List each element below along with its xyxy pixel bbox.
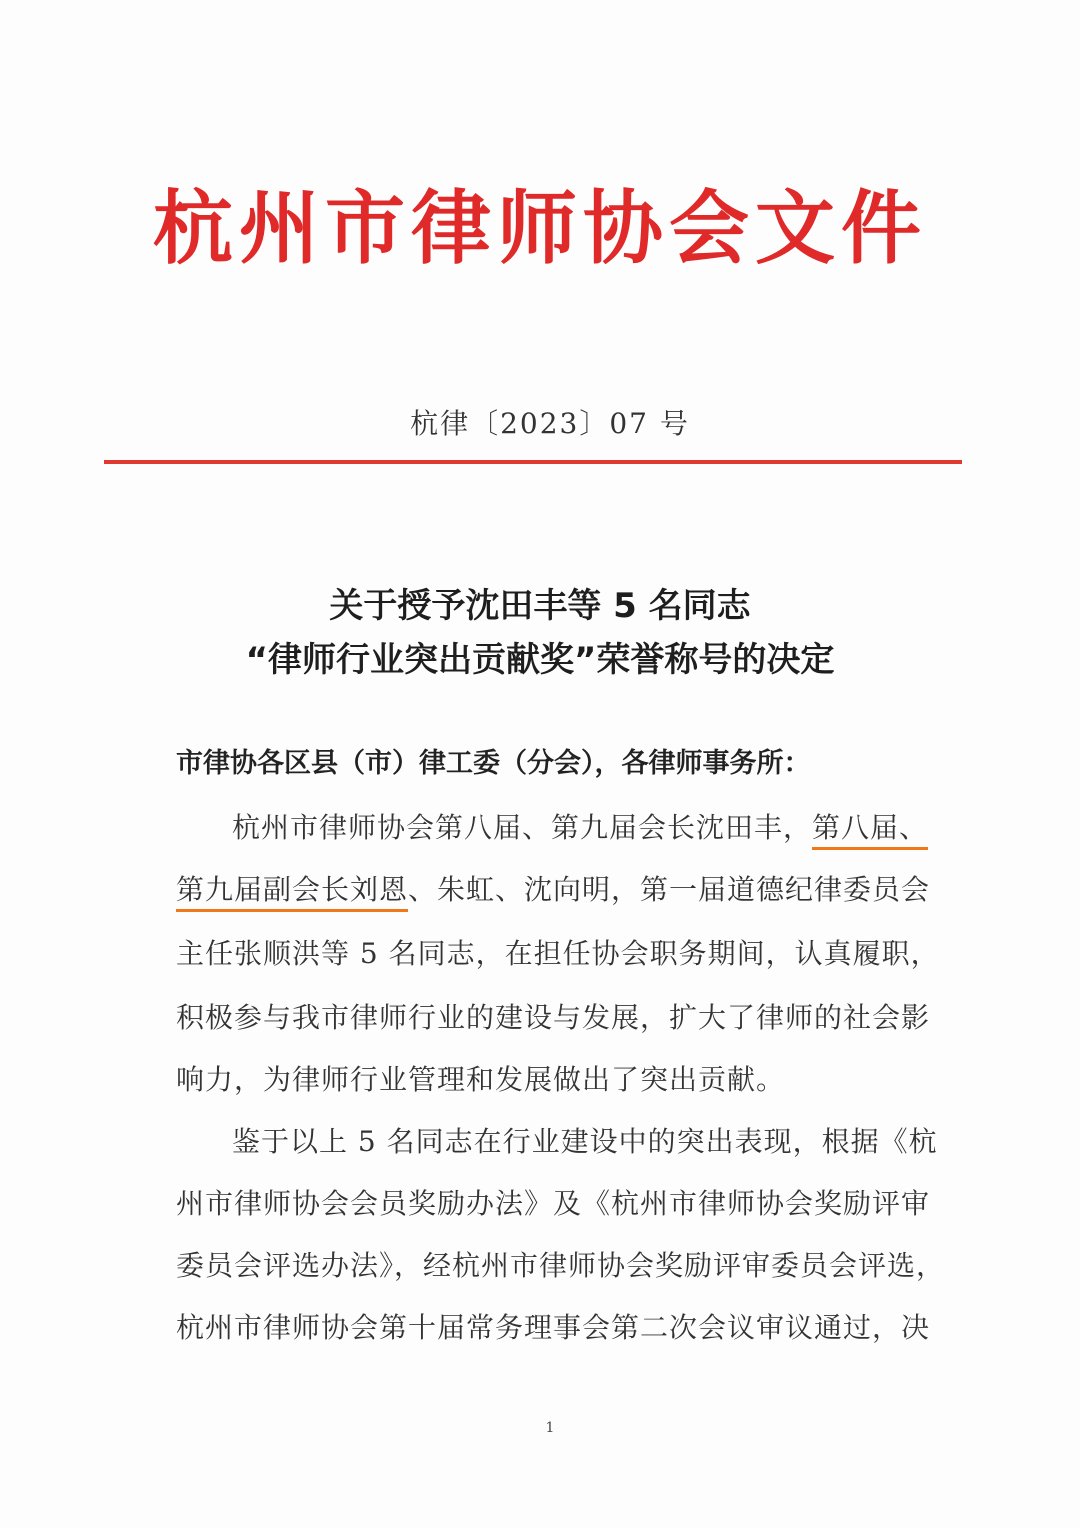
paragraph-2-line-1: 鉴于以上 5 名同志在行业建设中的突出表现，根据《杭 [232, 1125, 938, 1158]
decision-title-line-1: 关于授予沈田丰等 5 名同志 [329, 586, 751, 626]
masthead-title: 杭州市律师协会文件 [153, 181, 927, 275]
red-divider-line [104, 460, 962, 464]
decision-title-line-2: “律师行业突出贡献奖”荣誉称号的决定 [245, 640, 835, 680]
paragraph-1-text: 、朱虹、沈向明，第一届道德纪律委员会 [408, 873, 931, 906]
paragraph-1-line-1 [176, 806, 936, 850]
salutation: 市律协各区县（市）律工委（分会），各律师事务所： [176, 748, 811, 779]
paragraph-1-line-4: 积极参与我市律师行业的建设与发展，扩大了律师的社会影 [176, 1001, 931, 1034]
document-number: 杭律〔2023〕07 号 [410, 407, 690, 440]
paragraph-1-line-3: 主任张顺洪等 5 名同志，在担任协会职务期间，认真履职， [176, 937, 940, 970]
paragraph-1-line-2 [176, 868, 936, 912]
paragraph-2-line-3: 委员会评选办法》，经杭州市律师协会奖励评审委员会评选， [176, 1249, 946, 1282]
paragraph-1-line-5: 响力，为律师行业管理和发展做出了突出贡献。 [176, 1063, 786, 1096]
highlighted-text: 第八届、 [812, 811, 929, 844]
paragraph-1-text: 杭州市律师协会第八届、第九届会长沈田丰， [232, 811, 813, 844]
highlighted-text: 第九届副会长刘恩 [176, 873, 409, 906]
paragraph-2-line-4: 杭州市律师协会第十届常务理事会第二次会议审议通过，决 [176, 1311, 931, 1344]
paragraph-2-line-2: 州市律师协会会员奖励办法》及《杭州市律师协会奖励评审 [176, 1187, 931, 1220]
page-number: 1 [545, 1420, 555, 1436]
